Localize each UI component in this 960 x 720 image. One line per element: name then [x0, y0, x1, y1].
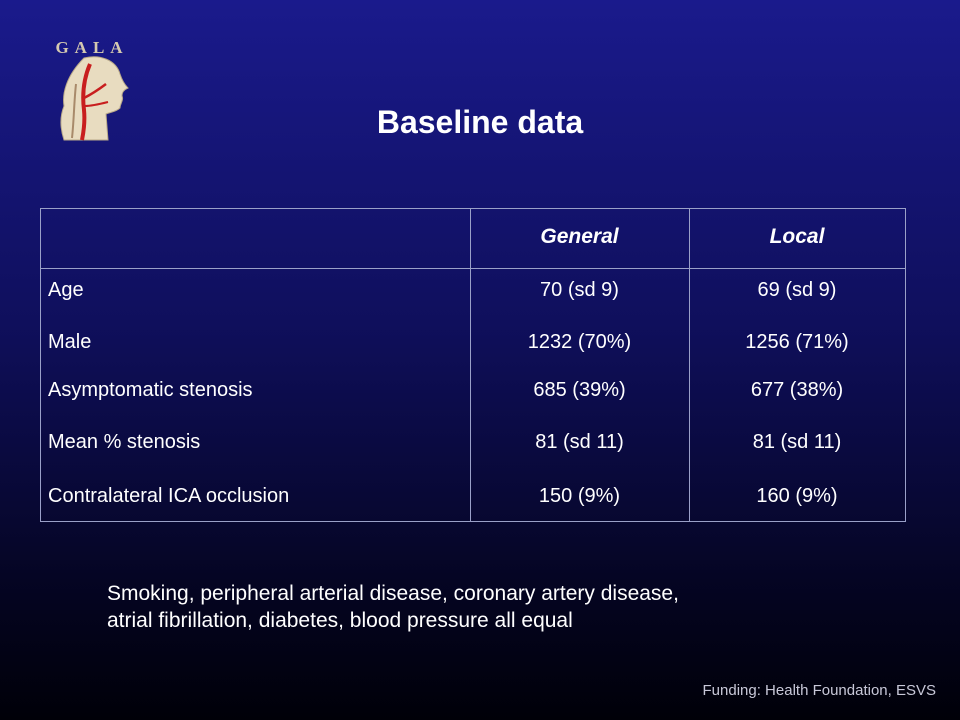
column-divider [470, 209, 471, 521]
table-row [41, 431, 905, 461]
row-label: Age [48, 279, 84, 301]
local-value: 677 (38%) [750, 379, 844, 401]
table-row [41, 379, 905, 409]
local-value: 69 (sd 9) [757, 279, 837, 301]
table-row [41, 331, 905, 361]
local-value: 81 (sd 11) [752, 431, 842, 453]
header-divider [41, 268, 905, 269]
logo-text: GALA [55, 38, 129, 57]
summary-note-line: atrial fibrillation, diabetes, blood pressure all equal [107, 609, 573, 632]
general-value: 150 (9%) [538, 485, 621, 507]
general-value: 81 (sd 11) [535, 431, 624, 453]
row-label: Asymptomatic stenosis [48, 379, 253, 401]
table-row [41, 279, 905, 309]
general-value: 1232 (70%) [527, 331, 632, 353]
funding-footer: Funding: Health Foundation, ESVS [702, 682, 936, 699]
local-value: 1256 (71%) [745, 331, 849, 353]
column-divider [689, 209, 690, 521]
general-value: 685 (39%) [533, 379, 626, 401]
local-value: 160 (9%) [756, 485, 838, 507]
page-title: Baseline data [376, 104, 584, 140]
summary-note [107, 580, 907, 634]
summary-note-line: Smoking, peripheral arterial disease, coronary artery disease, [107, 582, 679, 605]
column-header-local: Local [769, 225, 825, 248]
row-label: Contralateral ICA occlusion [48, 485, 290, 507]
table-row [41, 485, 905, 515]
column-header-general: General [540, 225, 619, 248]
baseline-table [40, 208, 906, 522]
general-value: 70 (sd 9) [540, 279, 619, 301]
row-label: Male [48, 331, 92, 353]
row-label: Mean % stenosis [48, 431, 201, 453]
